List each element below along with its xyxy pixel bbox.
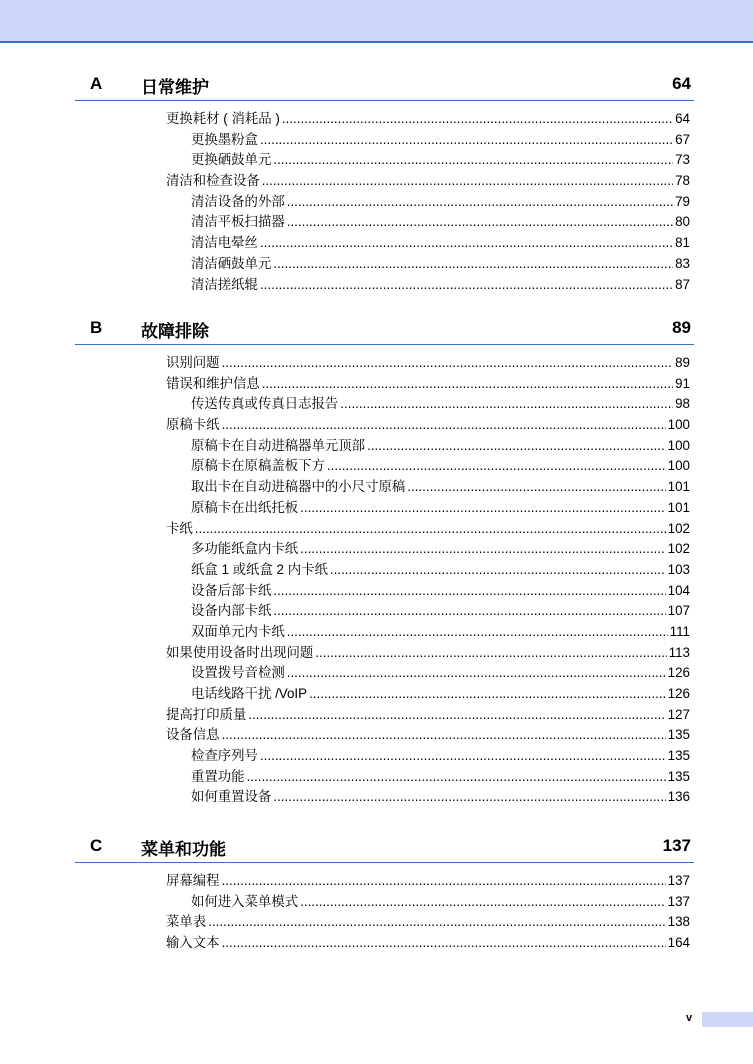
dot-leader: [273, 787, 665, 808]
dot-leader: [262, 374, 673, 395]
chapter-title[interactable]: 日常维护: [141, 78, 209, 97]
toc-entry-row: [166, 109, 690, 130]
toc-entry-row: [191, 787, 690, 808]
toc-entry-page: 135: [667, 768, 690, 784]
toc-entry-page: 100: [667, 417, 690, 433]
footer-page-number: v: [686, 1012, 693, 1024]
toc-entry-row: [166, 933, 690, 954]
dot-leader: [248, 705, 665, 726]
toc-entry-title[interactable]: 设备内部卡纸: [191, 603, 272, 619]
toc-entry-title[interactable]: 更换耗材 ( 消耗品 ): [166, 111, 280, 126]
toc-entry-page: 101: [667, 479, 690, 495]
toc-entry-row: [191, 254, 690, 275]
toc-entry-page: 64: [675, 111, 690, 126]
toc-entry-row: [166, 353, 690, 374]
toc-entry-row: [191, 275, 690, 296]
dot-leader: [407, 477, 665, 498]
toc-entry-row: [191, 498, 690, 519]
toc-entry-row: [166, 374, 690, 395]
toc-entry-page: 138: [667, 914, 690, 930]
toc-entry-page: 111: [669, 623, 690, 639]
toc-entry-row: [191, 601, 690, 622]
toc-entry[interactable]: [0, 394, 690, 415]
dot-leader: [340, 394, 673, 415]
toc-entry-title[interactable]: 如何重置设备: [191, 789, 272, 805]
dot-leader: [260, 130, 673, 151]
dot-leader: [247, 767, 666, 788]
toc-entry-page: 73: [675, 152, 690, 168]
toc-entry-title[interactable]: 设置拨号音检测: [191, 665, 285, 681]
chapter-title[interactable]: 故障排除: [141, 322, 209, 341]
toc-entry-page: 135: [667, 727, 690, 743]
toc-entry-row: [191, 663, 690, 684]
toc-entry-row: [191, 436, 690, 457]
toc-entry-title[interactable]: 双面单元内卡纸: [191, 623, 285, 639]
toc-entry[interactable]: [0, 663, 690, 684]
chapter-c: [0, 832, 753, 954]
toc-entry-row: [191, 539, 690, 560]
dot-leader: [273, 150, 673, 171]
toc-entry-page: 164: [667, 935, 690, 951]
footer-tab: [702, 1012, 753, 1027]
toc-entry-page: 89: [675, 355, 690, 370]
dot-leader: [260, 746, 666, 767]
dot-leader: [300, 498, 666, 519]
toc-entry-title[interactable]: 提高打印质量: [166, 706, 247, 722]
dot-leader: [315, 643, 666, 664]
toc-entry[interactable]: [0, 374, 690, 395]
toc-entry-row: [166, 912, 690, 933]
toc-entry-page: 80: [675, 214, 690, 230]
chapter-heading: [75, 70, 694, 101]
toc-entry-row: [166, 643, 690, 664]
toc-entry-row: [191, 212, 690, 233]
toc-entry-title[interactable]: 多功能纸盒内卡纸: [191, 541, 299, 557]
chapter-heading: [75, 314, 694, 345]
toc-entry[interactable]: [0, 622, 690, 643]
toc-entry[interactable]: [0, 581, 690, 602]
toc-entry-title[interactable]: 卡纸: [166, 520, 193, 536]
toc-entry-page: 113: [668, 644, 690, 660]
toc-entry-page: 102: [667, 520, 690, 536]
toc-entry-title[interactable]: 如何进入菜单模式: [191, 893, 299, 909]
toc-entry[interactable]: [0, 560, 690, 581]
toc-entry-title[interactable]: 识别问题: [166, 355, 220, 370]
dot-leader: [287, 192, 673, 213]
dot-leader: [273, 581, 665, 602]
toc-entry-title[interactable]: 菜单表: [166, 914, 207, 930]
toc-entry[interactable]: [0, 871, 690, 892]
toc-entry-title[interactable]: 如果使用设备时出现问题: [166, 644, 314, 660]
toc-entry-title[interactable]: 清洁和检查设备: [166, 173, 260, 189]
toc-entry-row: [191, 892, 690, 913]
toc-entry[interactable]: [0, 109, 690, 130]
toc-entry-title[interactable]: 设备信息: [166, 727, 220, 743]
toc-entry-row: [191, 746, 690, 767]
toc-entry-page: 137: [667, 893, 690, 909]
toc-entry-row: [191, 560, 690, 581]
toc-entry[interactable]: [0, 746, 690, 767]
toc-entry[interactable]: [0, 254, 690, 275]
toc-entry-row: [191, 477, 690, 498]
toc-entry-page: 98: [675, 396, 690, 412]
toc-entry-row: [166, 705, 690, 726]
toc-entry-page: 126: [667, 686, 690, 701]
toc-entry-page: 103: [667, 561, 690, 577]
toc-entry-title[interactable]: 纸盒 1 或纸盒 2 内卡纸: [191, 561, 328, 577]
toc-entry[interactable]: [0, 725, 690, 746]
toc-entry-page: 100: [667, 437, 690, 453]
toc-entry[interactable]: [0, 767, 690, 788]
dot-leader: [222, 933, 666, 954]
dot-leader: [287, 622, 668, 643]
toc-entry[interactable]: [0, 130, 690, 151]
toc-entry[interactable]: [0, 498, 690, 519]
toc-entry-page: 102: [667, 541, 690, 557]
toc-entry-page: 101: [667, 499, 690, 515]
toc-entry[interactable]: [0, 892, 690, 913]
dot-leader: [282, 109, 673, 130]
toc-entry[interactable]: [0, 705, 690, 726]
toc-entry[interactable]: [0, 456, 690, 477]
toc-entry-row: [191, 150, 690, 171]
toc-entry[interactable]: [0, 192, 690, 213]
toc-entry-title[interactable]: 电话线路干扰 /VoIP: [191, 686, 308, 701]
dot-leader: [195, 519, 666, 540]
toc-entry-page: 104: [667, 582, 690, 598]
toc-entry-title[interactable]: 屏幕编程: [166, 873, 220, 888]
dot-leader: [260, 275, 673, 296]
dot-leader: [222, 415, 666, 436]
toc-entry-row: [166, 871, 690, 892]
toc-entry-page: 126: [667, 665, 690, 681]
toc-entry-page: 137: [667, 873, 690, 888]
toc-entry[interactable]: [0, 643, 690, 664]
toc-entry-title[interactable]: 原稿卡在原稿盖板下方: [191, 458, 325, 474]
toc-entry-row: [191, 684, 690, 705]
toc-entry[interactable]: [0, 601, 690, 622]
toc-entry[interactable]: [0, 171, 690, 192]
toc-entry-page: 100: [667, 458, 690, 474]
toc-entry-title[interactable]: 重置功能: [191, 768, 245, 784]
toc-entry-page: 78: [675, 173, 690, 189]
chapter-page: 89: [672, 318, 691, 337]
chapter-a: [0, 70, 753, 295]
toc-entry-row: [166, 519, 690, 540]
toc-entry[interactable]: [0, 912, 690, 933]
toc-entry-title[interactable]: 传送传真或传真日志报告: [191, 396, 339, 412]
toc-entry-page: 107: [667, 603, 690, 619]
dot-leader: [300, 892, 666, 913]
dot-leader: [273, 254, 673, 275]
chapter-page: 64: [672, 74, 691, 93]
toc-entry-title[interactable]: 清洁电晕丝: [191, 235, 258, 251]
toc-entry-title[interactable]: 清洁平板扫描器: [191, 214, 285, 230]
chapter-title[interactable]: 菜单和功能: [141, 840, 226, 859]
dot-leader: [222, 353, 674, 374]
chapter-letter: C: [90, 836, 103, 855]
dot-leader: [273, 601, 665, 622]
toc-entry-title[interactable]: 取出卡在自动进稿器中的小尺寸原稿: [191, 479, 406, 495]
toc-entries: [0, 353, 753, 808]
header-band: [0, 0, 753, 43]
dot-leader: [287, 212, 673, 233]
chapter-letter: B: [90, 318, 103, 337]
chapter-b: [0, 314, 753, 808]
dot-leader: [330, 560, 666, 581]
toc-entry-title[interactable]: 原稿卡在出纸托板: [191, 499, 299, 515]
toc-entry-row: [191, 192, 690, 213]
dot-leader: [208, 912, 665, 933]
toc-entry-title[interactable]: 检查序列号: [191, 748, 258, 764]
dot-leader: [222, 725, 666, 746]
toc-entry[interactable]: [0, 415, 690, 436]
toc-entry-title[interactable]: 清洁设备的外部: [191, 193, 285, 209]
toc-entry-title[interactable]: 更换墨粉盒: [191, 131, 258, 147]
dot-leader: [287, 663, 666, 684]
toc-entry[interactable]: [0, 539, 690, 560]
toc-entry-title[interactable]: 更换硒鼓单元: [191, 152, 272, 168]
toc-entries: [0, 109, 753, 295]
toc-entry-row: [191, 581, 690, 602]
chapter-letter: A: [90, 74, 103, 93]
dot-leader: [367, 436, 666, 457]
toc-entry-row: [166, 725, 690, 746]
toc-entry-row: [166, 171, 690, 192]
toc-entry-page: 127: [667, 706, 690, 722]
toc-entry-row: [191, 233, 690, 254]
dot-leader: [260, 233, 673, 254]
chapter-page: 137: [662, 836, 691, 855]
toc-entry[interactable]: [0, 933, 690, 954]
toc-entry[interactable]: [0, 353, 690, 374]
toc-entry-title[interactable]: 原稿卡在自动进稿器单元顶部: [191, 437, 366, 453]
dot-leader: [300, 539, 666, 560]
toc-entry-row: [191, 622, 690, 643]
toc-entry[interactable]: [0, 233, 690, 254]
toc-entry-row: [191, 394, 690, 415]
toc-entry[interactable]: [0, 150, 690, 171]
toc-entry[interactable]: [0, 212, 690, 233]
toc-entry-row: [191, 130, 690, 151]
dot-leader: [327, 456, 666, 477]
toc-entry-row: [191, 456, 690, 477]
toc-entries: [0, 871, 753, 954]
toc-entry[interactable]: [0, 787, 690, 808]
toc-entry-page: 91: [675, 375, 690, 391]
toc-entry-page: 81: [675, 235, 690, 251]
toc-entry[interactable]: [0, 519, 690, 540]
toc-entry-page: 136: [667, 789, 690, 805]
toc-entry-page: 67: [675, 131, 690, 147]
toc-entry-page: 135: [667, 748, 690, 764]
toc-entry-title[interactable]: 原稿卡纸: [166, 417, 220, 433]
toc-entry[interactable]: [0, 684, 690, 705]
toc-entry-page: 87: [675, 276, 690, 292]
toc-entry-title[interactable]: 错误和维护信息: [166, 375, 260, 391]
toc-entry-page: 83: [675, 255, 690, 271]
dot-leader: [262, 171, 673, 192]
toc-entry-title[interactable]: 清洁硒鼓单元: [191, 255, 272, 271]
toc-entry-page: 79: [675, 193, 690, 209]
toc-entry-row: [166, 415, 690, 436]
toc-entry-title[interactable]: 设备后部卡纸: [191, 582, 272, 598]
chapter-heading: [75, 832, 694, 863]
toc-entry[interactable]: [0, 436, 690, 457]
toc-entry-title[interactable]: 清洁搓纸辊: [191, 276, 258, 292]
toc-entry[interactable]: [0, 477, 690, 498]
dot-leader: [222, 871, 666, 892]
toc-entry-row: [191, 767, 690, 788]
toc-entry-title[interactable]: 输入文本: [166, 935, 220, 951]
toc-entry[interactable]: [0, 275, 690, 296]
dot-leader: [309, 684, 666, 705]
